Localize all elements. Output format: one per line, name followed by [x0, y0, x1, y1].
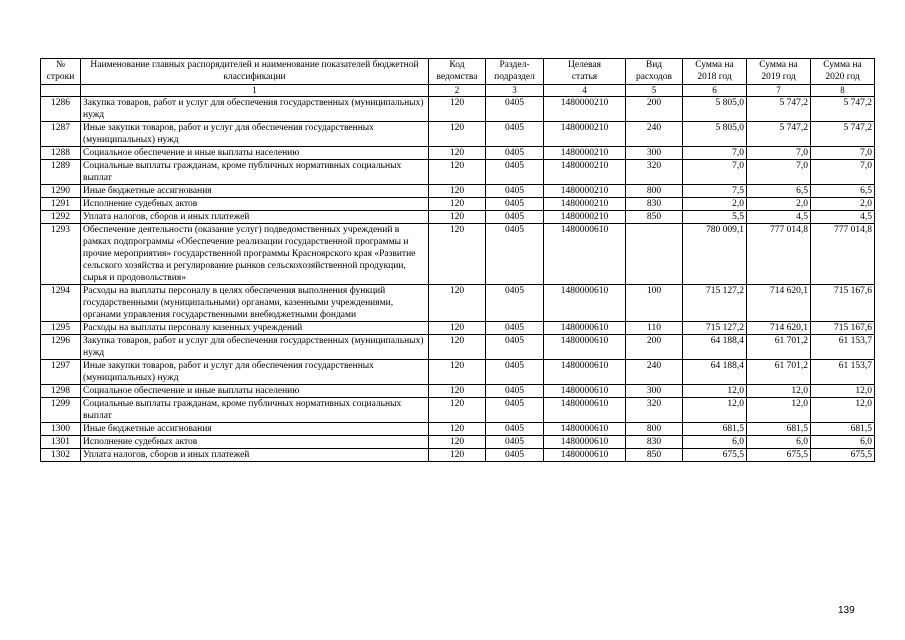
sum-2018-cell: 6,0: [683, 436, 747, 449]
row-name-cell: Социальные выплаты гражданам, кроме публичных нормативных социальных выплат: [81, 160, 429, 185]
expense-type-cell: [626, 224, 683, 285]
expense-type-cell: 110: [626, 322, 683, 335]
sum-2019-cell: 61 701,2: [747, 360, 811, 385]
section-cell: 0405: [486, 160, 544, 185]
table-row: [41, 360, 875, 385]
target-article-cell: 1480000210: [544, 160, 626, 185]
sum-2020-cell: 715 167,6: [811, 285, 875, 322]
expense-type-cell: 100: [626, 285, 683, 322]
sum-2019-cell: 12,0: [747, 398, 811, 423]
row-number-cell: 1286: [41, 97, 81, 122]
dept-code-cell: 120: [429, 224, 486, 285]
row-number-cell: 1294: [41, 285, 81, 322]
row-number-cell: 1297: [41, 360, 81, 385]
section-cell: 0405: [486, 322, 544, 335]
target-article-cell: 1480000610: [544, 335, 626, 360]
section-cell: 0405: [486, 97, 544, 122]
sum-2018-cell: 12,0: [683, 385, 747, 398]
row-name-cell: Иные бюджетные ассигнования: [81, 423, 429, 436]
row-number-cell: 1298: [41, 385, 81, 398]
sum-2019-cell: 2,0: [747, 198, 811, 211]
sum-2020-cell: 675,5: [811, 449, 875, 462]
table-row: [41, 398, 875, 423]
dept-code-cell: 120: [429, 160, 486, 185]
header-row-no: № строки: [41, 59, 81, 85]
sum-2020-cell: 5 747,2: [811, 97, 875, 122]
sum-2018-cell: 12,0: [683, 398, 747, 423]
header-sum-2018: Сумма на 2018 год: [683, 59, 747, 85]
budget-table: [40, 58, 875, 462]
sum-2020-cell: 61 153,7: [811, 335, 875, 360]
sum-2019-cell: 675,5: [747, 449, 811, 462]
row-number-cell: 1299: [41, 398, 81, 423]
table-row: [41, 436, 875, 449]
table-row: [41, 211, 875, 224]
sum-2020-cell: 715 167,6: [811, 322, 875, 335]
header-sum-2020: Сумма на 2020 год: [811, 59, 875, 85]
row-name-cell: Обеспечение деятельности (оказание услуг) подведомственных учреждений в рамках подпрограммы «Обеспечение реализации государственной программы и прочие мероприятия» государственной программы Красноярского края «Развитие сельского хозяйства и регулирование рынков сельскохозяйственной продукции, сырья и продовольствия»: [81, 224, 429, 285]
target-article-cell: 1480000610: [544, 385, 626, 398]
target-article-cell: 1480000610: [544, 360, 626, 385]
target-article-cell: 1480000610: [544, 398, 626, 423]
row-number-cell: 1293: [41, 224, 81, 285]
column-number: 2: [429, 85, 486, 97]
sum-2020-cell: 5 747,2: [811, 122, 875, 147]
table-row: [41, 147, 875, 160]
column-number: 7: [747, 85, 811, 97]
table-row: [41, 385, 875, 398]
dept-code-cell: 120: [429, 449, 486, 462]
row-name-cell: Уплата налогов, сборов и иных платежей: [81, 449, 429, 462]
header-target-article: Целевая статья: [544, 59, 626, 85]
target-article-cell: 1480000610: [544, 322, 626, 335]
section-cell: 0405: [486, 185, 544, 198]
expense-type-cell: 240: [626, 122, 683, 147]
table-row: [41, 322, 875, 335]
dept-code-cell: 120: [429, 185, 486, 198]
sum-2020-cell: 2,0: [811, 198, 875, 211]
expense-type-cell: 200: [626, 97, 683, 122]
header-name: Наименование главных распорядителей и наименование показателей бюджетной классификации: [81, 59, 429, 85]
sum-2018-cell: 64 188,4: [683, 335, 747, 360]
section-cell: 0405: [486, 423, 544, 436]
expense-type-cell: 300: [626, 385, 683, 398]
row-number-cell: 1291: [41, 198, 81, 211]
dept-code-cell: 120: [429, 211, 486, 224]
dept-code-cell: 120: [429, 360, 486, 385]
sum-2018-cell: 2,0: [683, 198, 747, 211]
dept-code-cell: 120: [429, 147, 486, 160]
column-number: 5: [626, 85, 683, 97]
dept-code-cell: 120: [429, 385, 486, 398]
row-name-cell: Закупка товаров, работ и услуг для обеспечения государственных (муниципальных) нужд: [81, 335, 429, 360]
section-cell: 0405: [486, 224, 544, 285]
sum-2018-cell: 64 188,4: [683, 360, 747, 385]
expense-type-cell: 800: [626, 423, 683, 436]
target-article-cell: 1480000210: [544, 198, 626, 211]
section-cell: 0405: [486, 211, 544, 224]
sum-2018-cell: 675,5: [683, 449, 747, 462]
section-cell: 0405: [486, 449, 544, 462]
expense-type-cell: 200: [626, 335, 683, 360]
table-row: [41, 97, 875, 122]
sum-2019-cell: 4,5: [747, 211, 811, 224]
row-number-cell: 1288: [41, 147, 81, 160]
column-number: [41, 85, 81, 97]
sum-2019-cell: 681,5: [747, 423, 811, 436]
row-name-cell: Уплата налогов, сборов и иных платежей: [81, 211, 429, 224]
table-row: [41, 122, 875, 147]
sum-2018-cell: 715 127,2: [683, 285, 747, 322]
row-name-cell: Иные закупки товаров, работ и услуг для обеспечения государственных (муниципальных) нужд: [81, 122, 429, 147]
target-article-cell: 1480000610: [544, 449, 626, 462]
target-article-cell: 1480000210: [544, 122, 626, 147]
section-cell: 0405: [486, 147, 544, 160]
column-number: 6: [683, 85, 747, 97]
sum-2018-cell: 7,5: [683, 185, 747, 198]
dept-code-cell: 120: [429, 436, 486, 449]
sum-2020-cell: 681,5: [811, 423, 875, 436]
row-number-cell: 1292: [41, 211, 81, 224]
sum-2020-cell: 61 153,7: [811, 360, 875, 385]
target-article-cell: 1480000210: [544, 97, 626, 122]
column-number: 3: [486, 85, 544, 97]
target-article-cell: 1480000610: [544, 285, 626, 322]
dept-code-cell: 120: [429, 285, 486, 322]
sum-2020-cell: 4,5: [811, 211, 875, 224]
row-name-cell: Социальные выплаты гражданам, кроме публичных нормативных социальных выплат: [81, 398, 429, 423]
table-row: [41, 423, 875, 436]
sum-2019-cell: 5 747,2: [747, 97, 811, 122]
dept-code-cell: 120: [429, 198, 486, 211]
sum-2020-cell: 6,0: [811, 436, 875, 449]
expense-type-cell: 830: [626, 436, 683, 449]
header-section: Раздел- подраздел: [486, 59, 544, 85]
expense-type-cell: 300: [626, 147, 683, 160]
row-number-cell: 1300: [41, 423, 81, 436]
expense-type-cell: 800: [626, 185, 683, 198]
dept-code-cell: 120: [429, 122, 486, 147]
target-article-cell: 1480000610: [544, 224, 626, 285]
table-row: [41, 285, 875, 322]
table-row: [41, 224, 875, 285]
section-cell: 0405: [486, 198, 544, 211]
sum-2020-cell: 12,0: [811, 385, 875, 398]
sum-2019-cell: 12,0: [747, 385, 811, 398]
sum-2018-cell: 5 805,0: [683, 122, 747, 147]
dept-code-cell: 120: [429, 423, 486, 436]
section-cell: 0405: [486, 122, 544, 147]
column-number: 8: [811, 85, 875, 97]
sum-2019-cell: 61 701,2: [747, 335, 811, 360]
expense-type-cell: 320: [626, 398, 683, 423]
row-number-cell: 1296: [41, 335, 81, 360]
sum-2019-cell: 7,0: [747, 160, 811, 185]
sum-2019-cell: 5 747,2: [747, 122, 811, 147]
section-cell: 0405: [486, 398, 544, 423]
row-name-cell: Иные бюджетные ассигнования: [81, 185, 429, 198]
sum-2019-cell: 7,0: [747, 147, 811, 160]
sum-2018-cell: 7,0: [683, 147, 747, 160]
dept-code-cell: 120: [429, 335, 486, 360]
sum-2019-cell: 6,0: [747, 436, 811, 449]
row-name-cell: Социальное обеспечение и иные выплаты населению: [81, 385, 429, 398]
sum-2018-cell: 780 009,1: [683, 224, 747, 285]
target-article-cell: 1480000210: [544, 185, 626, 198]
sum-2018-cell: 681,5: [683, 423, 747, 436]
target-article-cell: 1480000210: [544, 147, 626, 160]
expense-type-cell: 240: [626, 360, 683, 385]
table-row: [41, 449, 875, 462]
target-article-cell: 1480000610: [544, 423, 626, 436]
header-expense-type: Вид расходов: [626, 59, 683, 85]
sum-2020-cell: 6,5: [811, 185, 875, 198]
row-name-cell: Расходы на выплаты персоналу казенных учреждений: [81, 322, 429, 335]
sum-2020-cell: 7,0: [811, 147, 875, 160]
table-row: [41, 160, 875, 185]
row-number-cell: 1287: [41, 122, 81, 147]
sum-2020-cell: 7,0: [811, 160, 875, 185]
row-number-cell: 1295: [41, 322, 81, 335]
section-cell: 0405: [486, 385, 544, 398]
sum-2018-cell: 7,0: [683, 160, 747, 185]
dept-code-cell: 120: [429, 322, 486, 335]
expense-type-cell: 830: [626, 198, 683, 211]
section-cell: 0405: [486, 360, 544, 385]
sum-2020-cell: 12,0: [811, 398, 875, 423]
expense-type-cell: 850: [626, 211, 683, 224]
dept-code-cell: 120: [429, 97, 486, 122]
dept-code-cell: 120: [429, 398, 486, 423]
target-article-cell: 1480000610: [544, 436, 626, 449]
row-name-cell: Расходы на выплаты персоналу в целях обеспечения выполнения функций государственными (муниципальными) органами, казенными учреждениями, органами управления государственными внебюджетными фондами: [81, 285, 429, 322]
sum-2019-cell: 6,5: [747, 185, 811, 198]
row-name-cell: Закупка товаров, работ и услуг для обеспечения государственных (муниципальных) нужд: [81, 97, 429, 122]
table-row: [41, 185, 875, 198]
header-dept-code: Код ведомства: [429, 59, 486, 85]
row-number-cell: 1302: [41, 449, 81, 462]
page-number: 139: [838, 605, 855, 616]
column-number: 1: [81, 85, 429, 97]
row-name-cell: Исполнение судебных актов: [81, 198, 429, 211]
sum-2019-cell: 714 620,1: [747, 285, 811, 322]
column-number: 4: [544, 85, 626, 97]
sum-2019-cell: 714 620,1: [747, 322, 811, 335]
section-cell: 0405: [486, 335, 544, 360]
target-article-cell: 1480000210: [544, 211, 626, 224]
section-cell: 0405: [486, 436, 544, 449]
sum-2018-cell: 715 127,2: [683, 322, 747, 335]
row-name-cell: Иные закупки товаров, работ и услуг для обеспечения государственных (муниципальных) нужд: [81, 360, 429, 385]
expense-type-cell: 320: [626, 160, 683, 185]
table-row: [41, 335, 875, 360]
sum-2018-cell: 5,5: [683, 211, 747, 224]
sum-2018-cell: 5 805,0: [683, 97, 747, 122]
table-row: [41, 198, 875, 211]
row-name-cell: Социальное обеспечение и иные выплаты населению: [81, 147, 429, 160]
sum-2019-cell: 777 014,8: [747, 224, 811, 285]
row-number-cell: 1289: [41, 160, 81, 185]
table-header: [41, 59, 875, 97]
row-name-cell: Исполнение судебных актов: [81, 436, 429, 449]
table-body: [41, 97, 875, 462]
row-number-cell: 1290: [41, 185, 81, 198]
header-sum-2019: Сумма на 2019 год: [747, 59, 811, 85]
row-number-cell: 1301: [41, 436, 81, 449]
section-cell: 0405: [486, 285, 544, 322]
sum-2020-cell: 777 014,8: [811, 224, 875, 285]
expense-type-cell: 850: [626, 449, 683, 462]
column-number-row: [41, 85, 875, 97]
